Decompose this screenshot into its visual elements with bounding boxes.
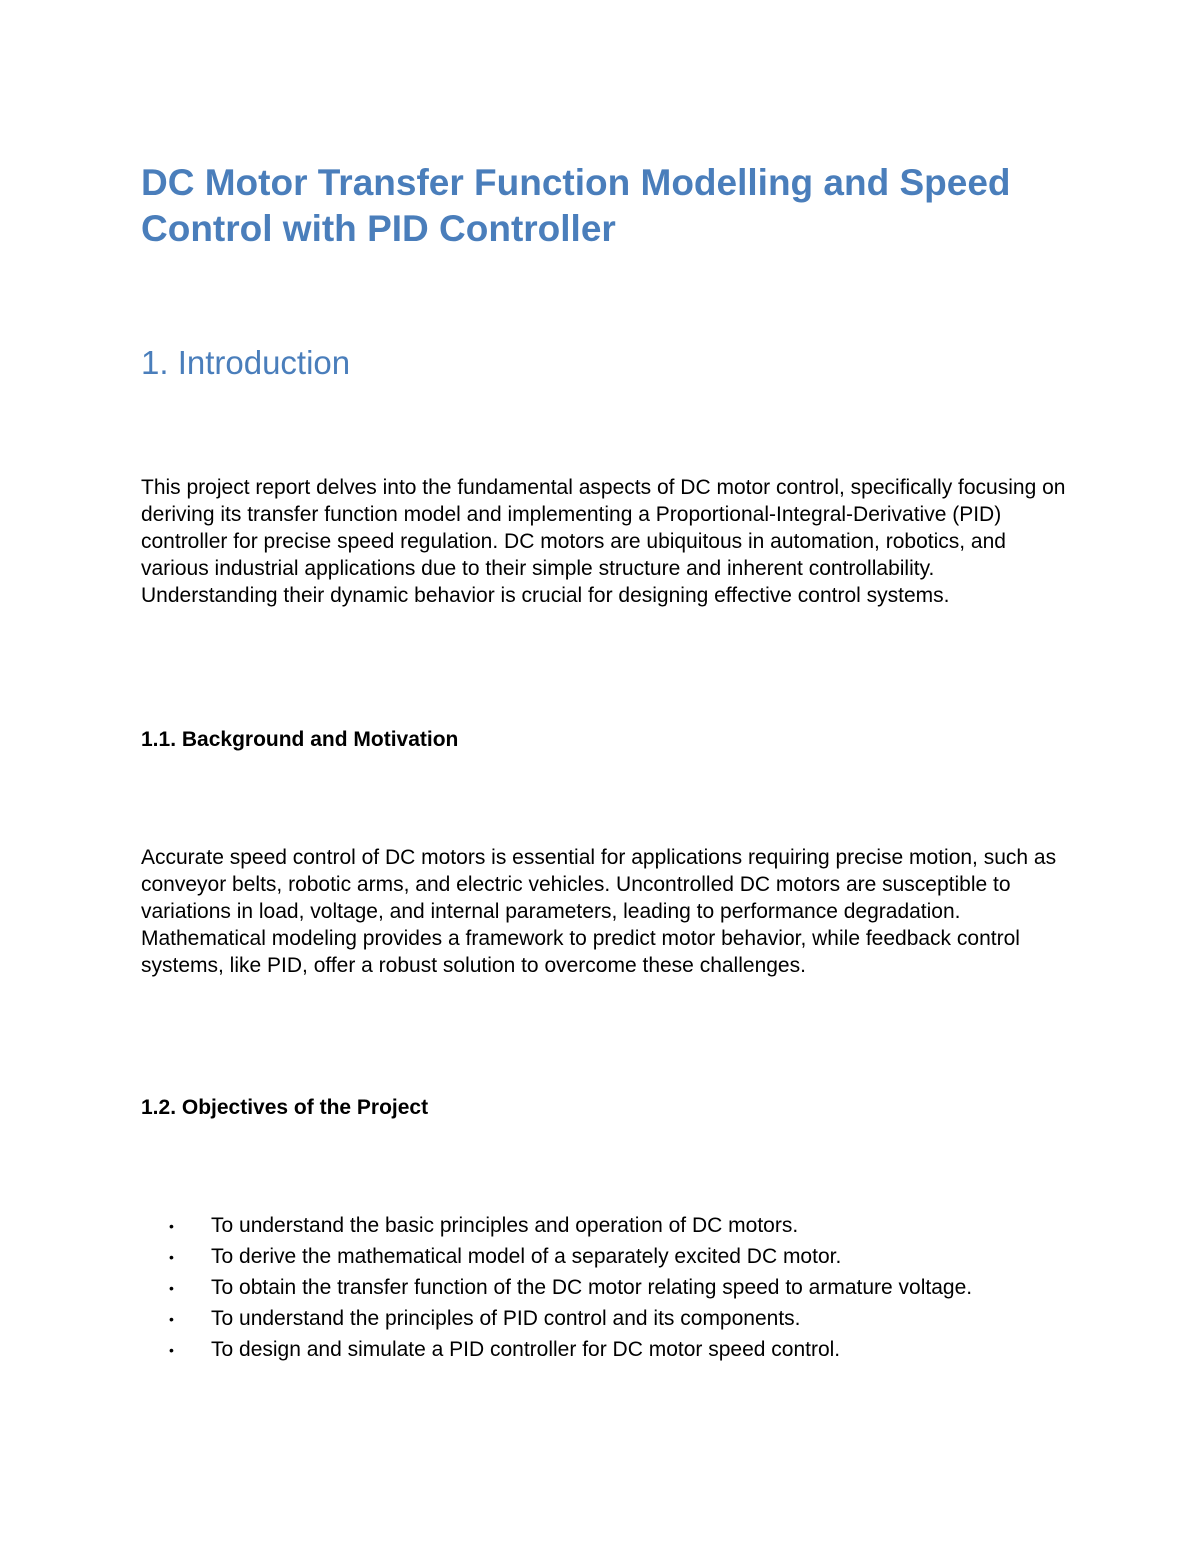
section-heading-introduction: 1. Introduction — [141, 344, 351, 381]
bullet-icon: • — [169, 1342, 174, 1358]
section-heading-background: 1.1. Background and Motivation — [141, 728, 459, 751]
objectives-list — [141, 1212, 1071, 1367]
list-item-text: To understand the basic principles and operation of DC motors. — [211, 1214, 799, 1237]
list-item-text: To obtain the transfer function of the DC motor relating speed to armature voltage. — [211, 1276, 973, 1299]
list-item — [141, 1336, 991, 1364]
bullet-icon: • — [169, 1218, 174, 1234]
introduction-paragraph: This project report delves into the fundamental aspects of DC motor control, specifically focusing on deriving its transfer function model and implementing a Proportional-Integral-Derivative (PID) controller for precise speed regulation. DC motors are ubiquitous in automation, robotics, and various industrial applications due to their simple structure and inherent controllability. Understanding their dynamic behavior is crucial for designing effective control systems. — [141, 476, 1066, 607]
document-title: DC Motor Transfer Function Modelling and Speed Control with PID Controller — [141, 162, 1011, 249]
list-item — [141, 1274, 991, 1302]
list-item-text: To design and simulate a PID controller for DC motor speed control. — [211, 1338, 841, 1361]
section-heading-objectives: 1.2. Objectives of the Project — [141, 1096, 429, 1119]
background-paragraph: Accurate speed control of DC motors is essential for applications requiring precise motion, such as conveyor belts, robotic arms, and electric vehicles. Uncontrolled DC motors are susceptible to variations in load, voltage, and internal parameters, leading to performance degradation. Mathematical modeling provides a framework to predict motor behavior, while feedback control systems, like PID, offer a robust solution to overcome these challenges. — [141, 846, 1057, 977]
bullet-icon: • — [169, 1249, 174, 1265]
list-item-text: To understand the principles of PID control and its components. — [211, 1307, 801, 1330]
bullet-icon: • — [169, 1280, 174, 1296]
list-item — [141, 1243, 991, 1271]
list-item-text: To derive the mathematical model of a separately excited DC motor. — [211, 1245, 842, 1268]
list-item — [141, 1305, 991, 1333]
list-item — [141, 1212, 991, 1240]
bullet-icon: • — [169, 1311, 174, 1327]
document-page — [141, 0, 1071, 1553]
